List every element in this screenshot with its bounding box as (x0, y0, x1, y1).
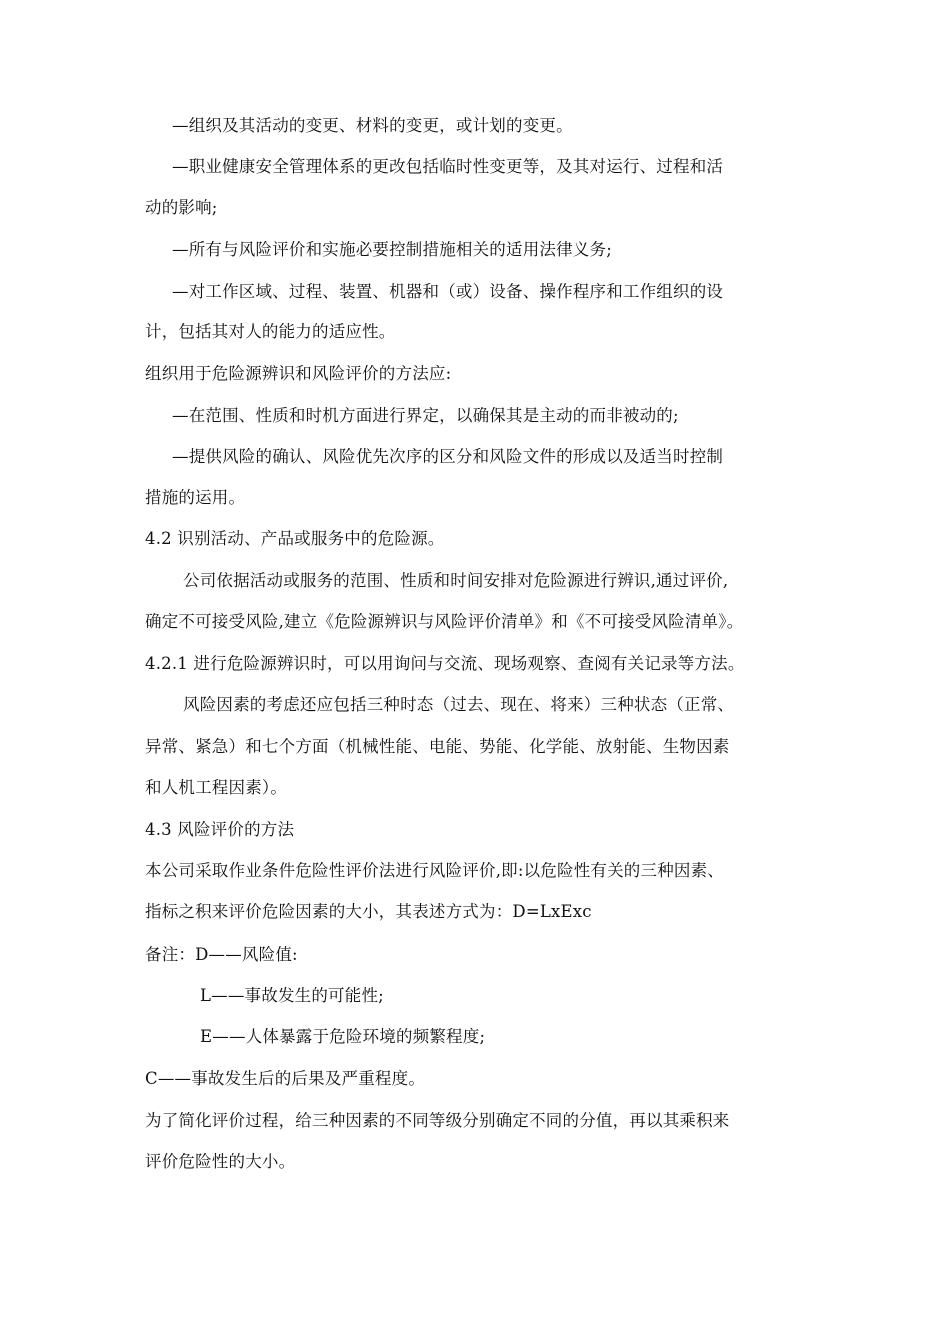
text-line: 动的影响; (145, 198, 218, 217)
section-heading: 4.3 风险评价的方法 (145, 820, 295, 839)
section-heading: 4.2 识别活动、产品或服务中的危险源。 (145, 529, 445, 548)
text-line: 和人机工程因素）。 (145, 778, 288, 797)
note-line: 备注：D——风险值: (145, 945, 298, 964)
text-line: —对工作区域、过程、装置、机器和（或）设备、操作程序和工作组织的设 (172, 282, 724, 301)
note-line: C——事故发生后的后果及严重程度。 (145, 1069, 426, 1088)
text-line: 确定不可接受风险,建立《危险源辨识与风险评价清单》和《不可接受风险清单》。 (145, 612, 744, 631)
section-heading: 4.2.1 进行危险源辨识时，可以用询问与交流、现场观察、查阅有关记录等方法。 (145, 654, 745, 673)
text-line: —提供风险的确认、风险优先次序的区分和风险文件的形成以及适当时控制 (172, 447, 724, 466)
text-line: 本公司采取作业条件危险性评价法进行风险评价,即:以危险性有关的三种因素、 (145, 861, 725, 880)
note-line: L——事故发生的可能性; (200, 986, 384, 1005)
formula-line: 指标之积来评价危险因素的大小，其表述方式为：D=LxExc (145, 902, 592, 921)
text-line: 异常、紧急）和七个方面（机械性能、电能、势能、化学能、放射能、生物因素 (145, 737, 730, 756)
text-line: 组织用于危险源辨识和风险评价的方法应: (145, 364, 452, 383)
text-line: —职业健康安全管理体系的更改包括临时性变更等，及其对运行、过程和活 (172, 157, 724, 176)
text-line: 风险因素的考虑还应包括三种时态（过去、现在、将来）三种状态（正常、 (183, 695, 735, 714)
text-line: —组织及其活动的变更、材料的变更，或计划的变更。 (172, 116, 573, 135)
note-line: E——人体暴露于危险环境的频繁程度; (200, 1027, 486, 1046)
text-line: 公司依据活动或服务的范围、性质和时间安排对危险源进行辨识,通过评价, (183, 571, 729, 590)
text-line: 计，包括其对人的能力的适应性。 (145, 322, 396, 341)
text-line: 评价危险性的大小。 (145, 1152, 296, 1171)
text-line: —在范围、性质和时机方面进行界定，以确保其是主动的而非被动的; (172, 406, 679, 425)
text-line: —所有与风险评价和实施必要控制措施相关的适用法律义务; (172, 240, 612, 259)
text-line: 为了简化评价过程，给三种因素的不同等级分别确定不同的分值，再以其乘积来 (145, 1111, 730, 1130)
text-line: 措施的运用。 (145, 488, 246, 507)
